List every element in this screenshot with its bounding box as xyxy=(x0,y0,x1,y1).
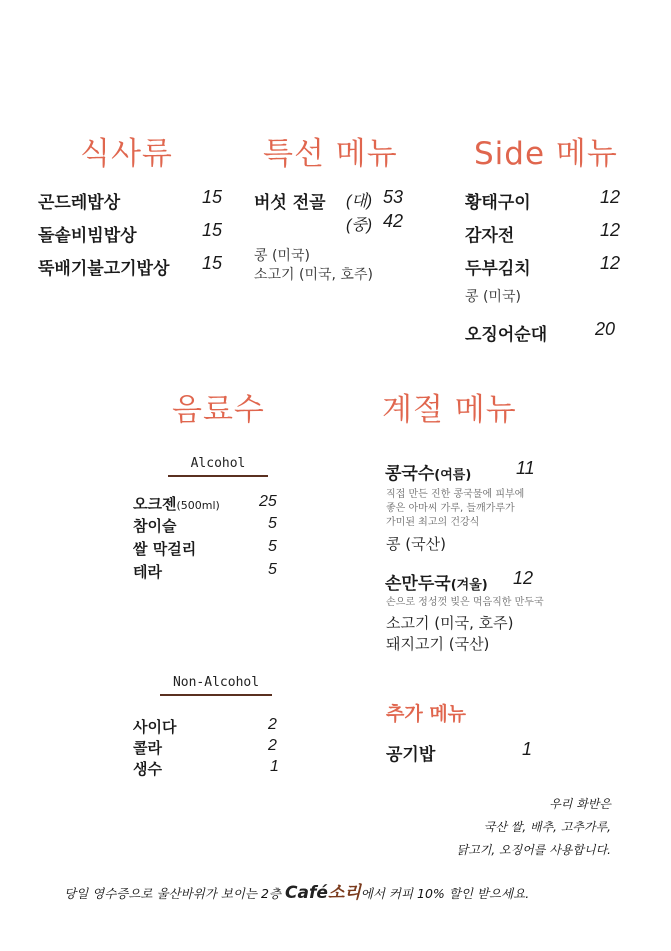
special-origin: 콩 (미국) xyxy=(254,248,310,264)
side-item-price: 20 xyxy=(595,319,616,339)
drink-item-name: 참이슬 xyxy=(133,517,177,535)
special-size-medium: (중) xyxy=(346,217,373,234)
meal-item-price: 15 xyxy=(202,187,223,207)
meal-item-price: 15 xyxy=(202,220,223,240)
side-item-name: 오징어순대 xyxy=(465,325,548,345)
drink-item-label: 오크젠 xyxy=(133,495,177,513)
footer-text-before: 당일 영수증으로 울산바위가 보이는 2층 xyxy=(64,886,282,901)
seasonal-item-desc: 가미된 최고의 건강식 xyxy=(386,517,480,528)
alcohol-underline xyxy=(168,475,268,477)
drink-item-price: 5 xyxy=(268,515,277,532)
side-item-price: 12 xyxy=(600,220,621,240)
extra-item-price: 1 xyxy=(522,739,533,759)
meal-item-name: 돌솥비빔밥상 xyxy=(38,226,137,246)
drink-item-name: 콜라 xyxy=(133,739,162,757)
drink-item-price: 25 xyxy=(259,493,277,510)
drink-item-price: 2 xyxy=(268,737,277,754)
side-item-price: 12 xyxy=(600,187,621,207)
drink-item-price: 2 xyxy=(268,716,277,733)
seasonal-item-name xyxy=(385,569,488,594)
notice-line: 우리 화반은 xyxy=(549,797,611,811)
side-item-name: 두부김치 xyxy=(465,259,531,279)
cafe-logo-text: Café xyxy=(285,883,328,903)
drink-item-name xyxy=(133,493,220,514)
seasonal-item-origin: 돼지고기 (국산) xyxy=(386,635,490,653)
seasonal-item-name xyxy=(385,459,471,484)
alcohol-label: Alcohol xyxy=(190,456,246,471)
side-item-price: 12 xyxy=(600,253,621,273)
special-origin: 소고기 (미국, 호주) xyxy=(254,267,373,283)
notice-line: 닭고기, 오징어를 사용합니다. xyxy=(456,843,611,857)
seasonal-item-desc: 좋은 아마씨 가루, 들깨가루가 xyxy=(386,503,515,514)
drink-item-name: 사이다 xyxy=(133,718,177,736)
non-alcohol-label: Non-Alcohol xyxy=(172,675,260,690)
drink-item-price: 5 xyxy=(268,561,277,578)
seasonal-item-desc: 손으로 정성껏 빚은 먹음직한 만두국 xyxy=(386,597,544,608)
drink-item-price: 5 xyxy=(268,538,277,555)
seasonal-item-origin: 소고기 (미국, 호주) xyxy=(386,614,514,632)
seasonal-item-price: 11 xyxy=(516,458,535,478)
cafe-logo-korean: 소리 xyxy=(327,883,361,903)
seasonal-item-desc: 직접 만든 진한 콩국물에 피부에 xyxy=(386,489,525,500)
seasonal-item-price: 12 xyxy=(513,568,534,588)
section-title-meal: 식사류 xyxy=(80,136,173,172)
drink-item-name: 테라 xyxy=(133,563,162,581)
side-item-name: 황태구이 xyxy=(465,193,531,213)
seasonal-item-label: 손만두국 xyxy=(385,574,451,594)
seasonal-item-origin: 콩 (국산) xyxy=(386,535,446,553)
drink-item-name: 생수 xyxy=(133,760,162,778)
seasonal-season: (겨울) xyxy=(450,578,488,593)
seasonal-item-label: 콩국수 xyxy=(385,464,435,484)
footer-promo xyxy=(64,878,529,903)
extra-item-name: 공기밥 xyxy=(386,745,436,765)
notice-line: 국산 쌀, 배추, 고추가루, xyxy=(483,820,611,834)
meal-item-name: 뚝배기불고기밥상 xyxy=(38,259,170,279)
non-alcohol-underline xyxy=(160,694,272,696)
special-price-large: 53 xyxy=(383,187,404,207)
drink-volume-note: (500ml) xyxy=(176,499,220,512)
side-item-name: 감자전 xyxy=(465,226,515,246)
special-size-large: (대) xyxy=(346,193,373,210)
drink-item-name: 쌀 막걸리 xyxy=(133,540,197,558)
section-title-extra: 추가 메뉴 xyxy=(386,703,467,725)
section-title-drinks: 음료수 xyxy=(172,392,265,428)
meal-item-price: 15 xyxy=(202,253,223,273)
section-title-seasonal: 계절 메뉴 xyxy=(382,392,517,428)
seasonal-season: (여름) xyxy=(434,468,472,483)
footer-text-after: 에서 커피 10% 할인 받으세요. xyxy=(360,886,530,901)
special-item-name: 버섯 전골 xyxy=(254,193,326,213)
section-title-special: 특선 메뉴 xyxy=(263,136,398,172)
side-tofu-origin: 콩 (미국) xyxy=(465,289,521,305)
special-price-medium: 42 xyxy=(383,211,404,231)
drink-item-price: 1 xyxy=(270,758,279,775)
meal-item-name: 곤드레밥상 xyxy=(38,193,121,213)
section-title-side: Side 메뉴 xyxy=(474,136,618,172)
